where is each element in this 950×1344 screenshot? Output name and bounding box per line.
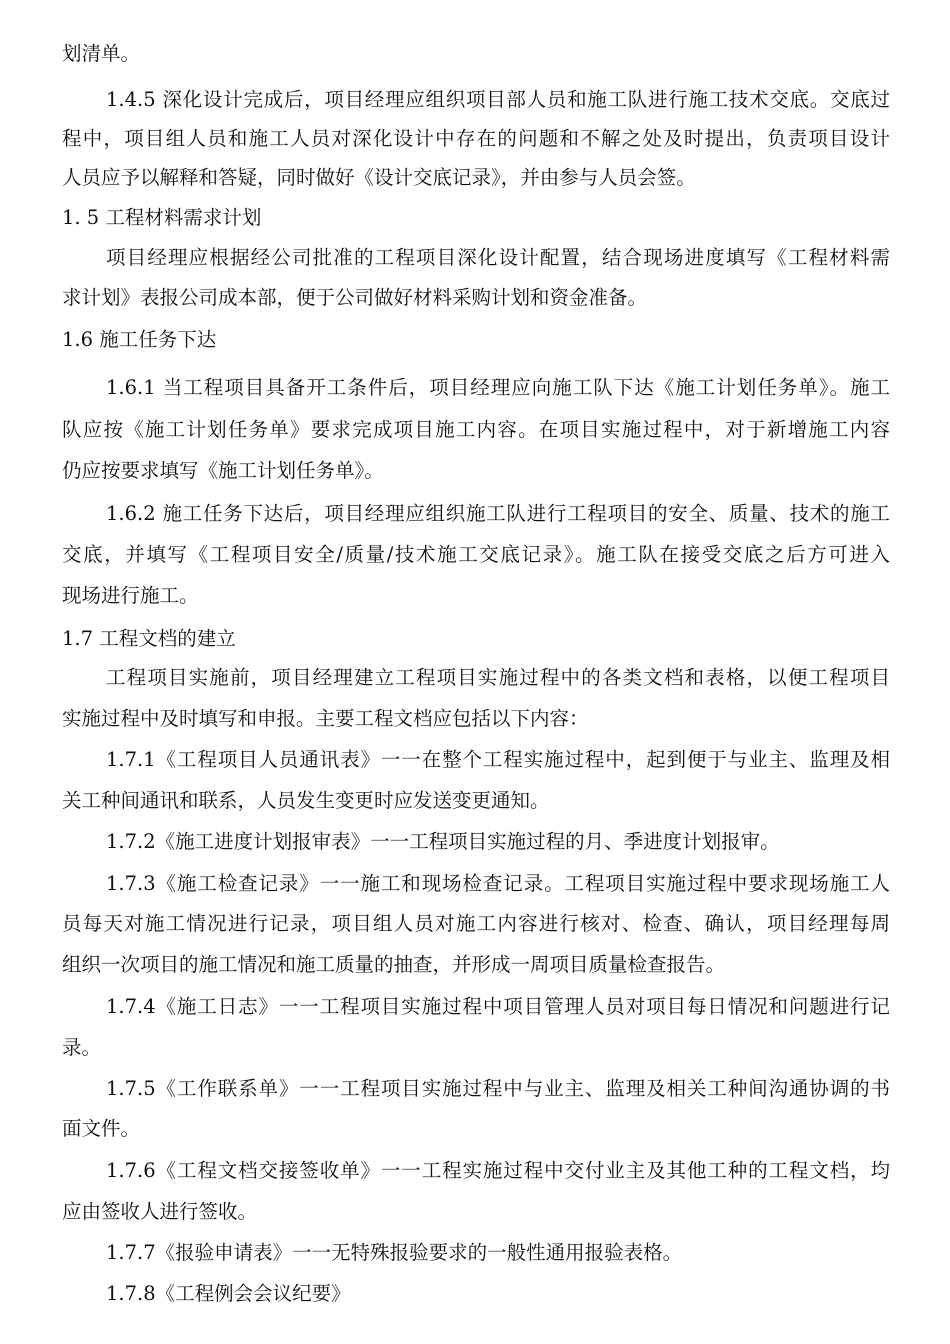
text-line: 仍应按要求填写《施工计划任务单》。 <box>62 459 384 482</box>
text-line: 关工种间通讯和联系，人员发生变更时应发送变更通知。 <box>62 789 550 812</box>
text-line: 划清单。 <box>62 42 141 65</box>
text-line: 1.7.2《施工进度计划报审表》一一工程项目实施过程的月、季进度计划报审。 <box>106 830 780 853</box>
text-line: 1.7.3《施工检查记录》一一施工和现场检查记录。工程项目实施过程中要求现场施工人 <box>106 872 890 895</box>
text-line: 队应按《施工计划任务单》要求完成项目施工内容。在项目实施过程中，对于新增施工内容 <box>62 418 890 441</box>
text-line: 1.7.7《报验申请表》一一无特殊报验要求的一般性通用报验表格。 <box>106 1241 683 1264</box>
text-line: 1.6.1 当工程项目具备开工条件后，项目经理应向施工队下达《施工计划任务单》。施工 <box>106 376 890 399</box>
text-line: 1.7.6《工程文档交接签收单》一一工程实施过程中交付业主及其他工种的工程文档，均 <box>106 1159 890 1182</box>
text-line: 现场进行施工。 <box>62 584 199 607</box>
text-line: 程中，项目组人员和施工人员对深化设计中存在的问题和不解之处及时提出，负责项目设计 <box>62 127 890 150</box>
text-line: 1.4.5 深化设计完成后，项目经理应组织项目部人员和施工队进行施工技术交底。交底过 <box>106 88 890 111</box>
section-heading: 1.6 施工任务下达 <box>62 328 217 351</box>
text-line: 1.7.8《工程例会会议纪要》 <box>106 1282 351 1305</box>
text-line: 1.6.2 施工任务下达后，项目经理应组织施工队进行工程项目的安全、质量、技术的施工 <box>106 502 890 525</box>
text-line: 1.7.5《工作联系单》一一工程项目实施过程中与业主、监理及相关工种间沟通协调的书 <box>106 1077 890 1100</box>
text-line: 项目经理应根据经公司批准的工程项目深化设计配置，结合现场进度填写《工程材料需 <box>106 246 890 269</box>
text-line: 录。 <box>62 1036 102 1059</box>
text-line: 交底，并填写《工程项目安全/质量/技术施工交底记录》。施工队在接受交底之后方可进入 <box>62 543 890 566</box>
text-line: 人员应予以解释和答疑，同时做好《设计交底记录》，并由参与人员会签。 <box>62 166 696 189</box>
text-line: 1.7.1《工程项目人员通讯表》一一在整个工程实施过程中，起到便于与业主、监理及相 <box>106 748 890 771</box>
text-line: 实施过程中及时填写和申报。主要工程文档应包括以下内容： <box>62 707 589 730</box>
section-heading: 1.7 工程文档的建立 <box>62 627 236 650</box>
text-line: 员每天对施工情况进行记录，项目组人员对施工内容进行核对、检查、确认，项目经理每周 <box>62 912 890 935</box>
text-line: 1.7.4《施工日志》一一工程项目实施过程中项目管理人员对项目每日情况和问题进行记 <box>106 995 890 1018</box>
text-line: 求计划》表报公司成本部，便于公司做好材料采购计划和资金准备。 <box>62 286 648 309</box>
text-line: 工程项目实施前，项目经理建立工程项目实施过程中的各类文档和表格，以便工程项目 <box>106 666 890 689</box>
text-line: 组织一次项目的施工情况和施工质量的抽查，并形成一周项目质量检查报告。 <box>62 953 726 976</box>
section-heading: 1. 5 工程材料需求计划 <box>62 206 262 229</box>
text-line: 面文件。 <box>62 1117 141 1140</box>
text-line: 应由签收人进行签收。 <box>62 1200 258 1223</box>
